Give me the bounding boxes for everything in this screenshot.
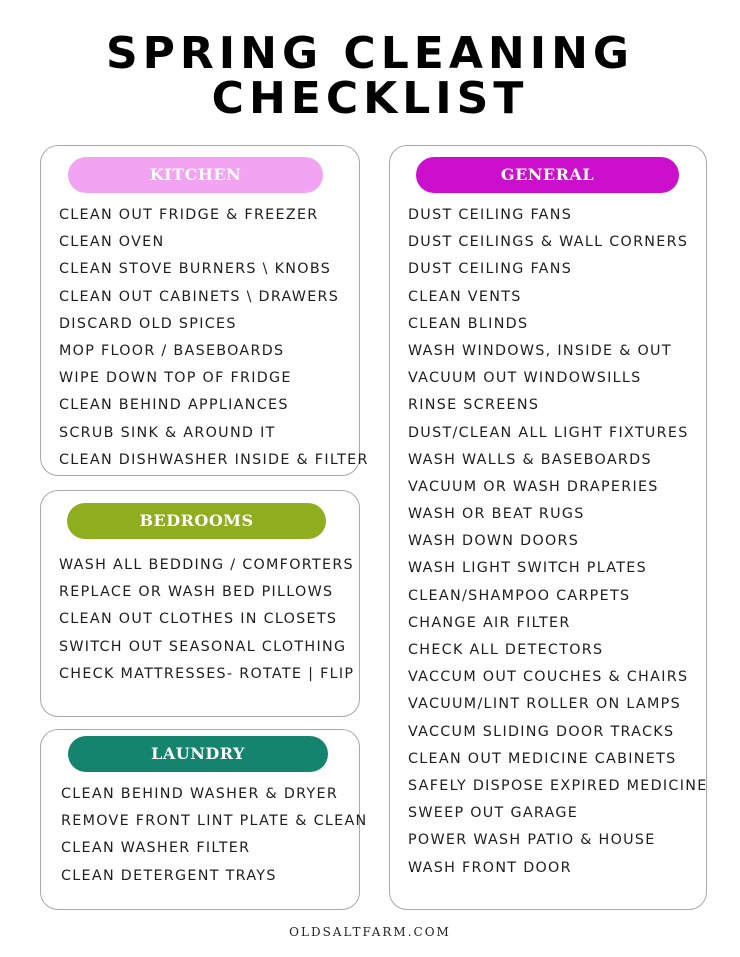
laundry-header: LAUNDRY	[68, 736, 328, 772]
checklist-item: CHANGE AIR FILTER	[408, 614, 571, 631]
checklist-item: VACCUM OUT COUCHES & CHAIRS	[408, 669, 689, 686]
checklist-item: CLEAN BEHIND APPLIANCES	[59, 397, 289, 414]
checklist-item: DUST CEILING FANS	[408, 207, 573, 223]
bedrooms-header: BEDROOMS	[67, 503, 326, 539]
checklist-item: REPLACE OR WASH BED PILLOWS	[59, 584, 334, 601]
checklist-item: VACCUM SLIDING DOOR TRACKS	[408, 723, 675, 740]
checklist-item: CLEAN DISHWASHER INSIDE & FILTER	[59, 451, 369, 468]
checklist-item: CLEAN BLINDS	[408, 315, 529, 332]
checklist-item: WASH WINDOWS, INSIDE & OUT	[408, 342, 672, 359]
checklist-item: SWITCH OUT SEASONAL CLOTHING	[59, 638, 347, 655]
checklist-item: CHECK MATTRESSES- ROTATE | FLIP	[59, 665, 355, 682]
checklist-item: CHECK ALL DETECTORS	[408, 642, 604, 658]
page-title-line2: CHECKLIST	[211, 73, 529, 124]
page-title-line1: SPRING CLEANING	[105, 28, 635, 79]
checklist-item: REMOVE FRONT LINT PLATE & CLEAN	[61, 813, 368, 830]
checklist-item: VACUUM/LINT ROLLER ON LAMPS	[408, 696, 681, 713]
checklist-item: CLEAN OVEN	[59, 234, 165, 251]
checklist-item: MOP FLOOR / BASEBOARDS	[59, 342, 285, 359]
kitchen-header: KITCHEN	[68, 157, 323, 193]
checklist-item: VACUUM OUT WINDOWSILLS	[408, 370, 642, 387]
checklist-item: CLEAN OUT MEDICINE CABINETS	[408, 750, 677, 767]
general-list	[408, 202, 708, 882]
kitchen-list	[59, 202, 369, 474]
checklist-item: WASH WALLS & BASEBOARDS	[408, 451, 652, 468]
checklist-item: WASH LIGHT SWITCH PLATES	[408, 560, 648, 577]
checklist-item: POWER WASH PATIO & HOUSE	[408, 832, 656, 849]
checklist-item: WASH DOWN DOORS	[408, 533, 580, 550]
laundry-list	[61, 781, 368, 890]
checklist-item: CLEAN STOVE BURNERS \ KNOBS	[59, 261, 332, 278]
checklist-item: CLEAN DETERGENT TRAYS	[61, 867, 277, 884]
footer-website: OLDSALTFARM.COM	[289, 925, 451, 939]
checklist-item: VACUUM OR WASH DRAPERIES	[408, 478, 659, 495]
checklist-item: CLEAN BEHIND WASHER & DRYER	[61, 786, 339, 802]
checklist-item: DUST CEILING FANS	[408, 261, 573, 278]
checklist-item: CLEAN OUT CABINETS \ DRAWERS	[59, 288, 340, 305]
checklist-item: DUST CEILINGS & WALL CORNERS	[408, 234, 689, 251]
checklist-item: DISCARD OLD SPICES	[59, 315, 237, 332]
checklist-item: CLEAN WASHER FILTER	[61, 840, 251, 857]
checklist-item: CLEAN OUT FRIDGE & FREEZER	[59, 207, 319, 223]
general-header: GENERAL	[416, 157, 679, 193]
checklist-item: CLEAN/SHAMPOO CARPETS	[408, 587, 631, 604]
checklist-item: CLEAN VENTS	[408, 288, 522, 305]
checklist-item: WASH OR BEAT RUGS	[408, 506, 585, 523]
checklist-item: SCRUB SINK & AROUND IT	[59, 424, 276, 441]
checklist-item: CLEAN OUT CLOTHES IN CLOSETS	[59, 611, 338, 628]
checklist-item: SWEEP OUT GARAGE	[408, 805, 579, 822]
checklist-item: WASH ALL BEDDING / COMFORTERS	[59, 557, 354, 573]
checklist-item: WIPE DOWN TOP OF FRIDGE	[59, 370, 292, 387]
checklist-item: RINSE SCREENS	[408, 397, 540, 414]
bedrooms-list	[59, 552, 354, 688]
checklist-item: WASH FRONT DOOR	[408, 859, 572, 876]
checklist-item: SAFELY DISPOSE EXPIRED MEDICINE	[408, 777, 708, 794]
checklist-item: DUST/CLEAN ALL LIGHT FIXTURES	[408, 424, 689, 441]
